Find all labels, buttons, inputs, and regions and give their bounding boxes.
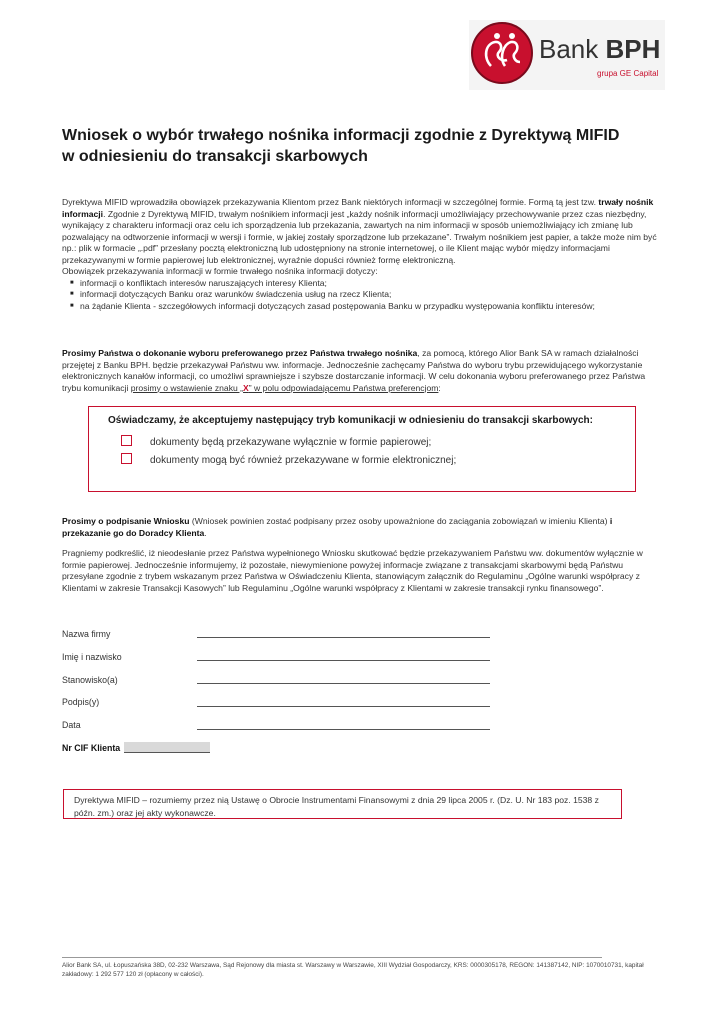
option-electronic xyxy=(121,453,456,466)
bank-name: Bank BPH xyxy=(539,34,661,64)
intro-obligation: Obowiązek przekazywania informacji w formie trwałego nośnika informacji dotyczy: xyxy=(62,266,378,276)
footer-divider xyxy=(62,957,602,958)
company-name-label: Nazwa firmy xyxy=(62,629,111,639)
bank-bph-logo-icon xyxy=(471,22,533,84)
declaration-box xyxy=(88,406,636,492)
footer-text: Alior Bank SA, ul. Łopuszańska 38D, 02-232 Warszawa, Sąd Rejonowy dla miasta st. Warszawy w Warszawie, XIII Wydział Gospodarczy, KRS: 0000305178, REGON: 141387142, NIP: 1070010731, kapitał zakładowy: 1 292 577 120 zł (opłacony w całości). xyxy=(62,962,644,978)
date-field[interactable] xyxy=(197,729,490,730)
bank-logo xyxy=(469,20,665,90)
date-label: Data xyxy=(62,720,81,730)
cif-field[interactable] xyxy=(124,742,210,753)
company-name-field[interactable] xyxy=(197,637,490,638)
bank-group-subtitle: grupa GE Capital xyxy=(597,69,659,78)
option-electronic-label: dokumenty mogą być również przekazywane w formie elektronicznej; xyxy=(150,455,457,466)
electronic-checkbox[interactable] xyxy=(121,453,132,464)
request-paragraph: Prosimy Państwa o dokonanie wyboru preferowanego przez Państwa trwałego nośnika, za pomocą, którego Alior Bank SA w ramach działalności przejętej z Banku BPH. będzie przekazywał Państwu ww. informacje. Jednocześnie zachęcamy Państwa do wyboru trybu przewidującego wykorzystanie elektronicznych kanałów informacji, co umożliwi sprawniejsze i szybsze dostarczanie informacji. W celu dokonania wyboru preferowanego przez Państwa trybu komunikacji prosimy o wstawienie znaku „X” w polu odpowiadającemu Państwa preferencjom: xyxy=(62,348,646,393)
title-line-2: w odniesieniu do transakcji skarbowych xyxy=(62,148,368,165)
position-field[interactable] xyxy=(197,683,490,684)
full-name-label: Imię i nazwisko xyxy=(62,652,122,662)
obligation-list xyxy=(62,278,662,313)
definition-box: Dyrektywa MIFID – rozumiemy przez nią Ustawę o Obrocie Instrumentami Finansowymi z dnia 29 lipca 2005 r. (Dz. U. Nr 183 poz. 1538 z późn. zm.) oraz jej akty wykonawcze. xyxy=(63,789,622,819)
paper-checkbox[interactable] xyxy=(121,435,132,446)
option-paper xyxy=(121,435,431,448)
list-item: ■ informacji o konfliktach interesów naruszających interesy Klienta; xyxy=(62,278,662,290)
title-line-1: Wniosek o wybór trwałego nośnika informacji zgodnie z Dyrektywą MIFID xyxy=(62,127,620,144)
full-name-field[interactable] xyxy=(197,660,490,661)
intro-section xyxy=(62,197,662,312)
cif-label: Nr CIF Klienta xyxy=(62,743,121,753)
x-mark: X xyxy=(243,382,249,393)
cif-row xyxy=(62,742,210,753)
declaration-heading: Oświadczamy, że akceptujemy następujący tryb komunikacji w odniesieniu do transakcji skarbowych: xyxy=(108,415,593,426)
option-paper-label: dokumenty będą przekazywane wyłącznie w formie papierowej; xyxy=(150,437,432,448)
signing-paragraph: Prosimy o podpisanie Wniosku (Wniosek powinien zostać podpisany przez osoby upoważnione do zaciągania zobowiązań w imieniu Klienta) i przekazanie go do Doradcy Klienta. xyxy=(62,516,613,538)
list-item: ■ informacji dotyczących Banku oraz warunków świadczenia usług na rzecz Klienta; xyxy=(62,289,662,301)
intro-paragraph: Dyrektywa MIFID wprowadziła obowiązek przekazywania Klientom przez Bank niektórych informacji w szczególnej formie. Formą tą jest tzw. trwały nośnik informacji. Zgodnie z Dyrektywą MIFID, trwałym nośnikiem informacji jest „każdy nośnik informacji umożliwiający przechowywanie przez czas niezbędny, wynikający z charakteru informacji oraz celu ich sporządzenia lub przekazania, zawartych na nim informacji w sposób uniemożliwiający ich zmianę lub pozwalający na odtworzenie informacji w wersji i formie, w jakiej zostały sporządzone lub przekazane”. Trwałym nośnikiem jest papier, a także może nim być np.: plik w formacie „.pdf” przesłany pocztą elektroniczną lub udostępniony na stronie internetowej, o ile Klient mając wybór między informacjami przekazywanymi w formie papierowej lub elektronicznej, wyraźnie dopuści również formę elektroniczną. xyxy=(62,197,657,265)
signature-field[interactable] xyxy=(197,706,490,707)
position-label: Stanowisko(a) xyxy=(62,675,118,685)
list-item: ■ na żądanie Klienta - szczegółowych informacji dotyczących zasad postępowania Banku w przypadku występowania konfliktu interesów; xyxy=(62,301,662,313)
notice-paragraph: Pragniemy podkreślić, iż nieodesłanie przez Państwa wypełnionego Wniosku skutkować będzie przekazywaniem Państwu ww. dokumentów wyłącznie w formie papierowej. Jednocześnie informujemy, iż pozostałe, niewymienione powyżej informacje związane z transakcjami skarbowymi będą Państwu przesyłane zgodnie z trybem wskazanym przez Państwa w Oświadczeniu Klienta, stanowiącym załącznik do Regulaminu „Ogólne warunki współpracy z Klientami w zakresie Transakcji Kasowych” lub Regulaminu „Ogólne warunki współpracy z Klientami w zakresie transakcji rynku finansowego”. xyxy=(62,548,643,593)
signature-label: Podpis(y) xyxy=(62,697,100,707)
page-title xyxy=(62,125,662,167)
